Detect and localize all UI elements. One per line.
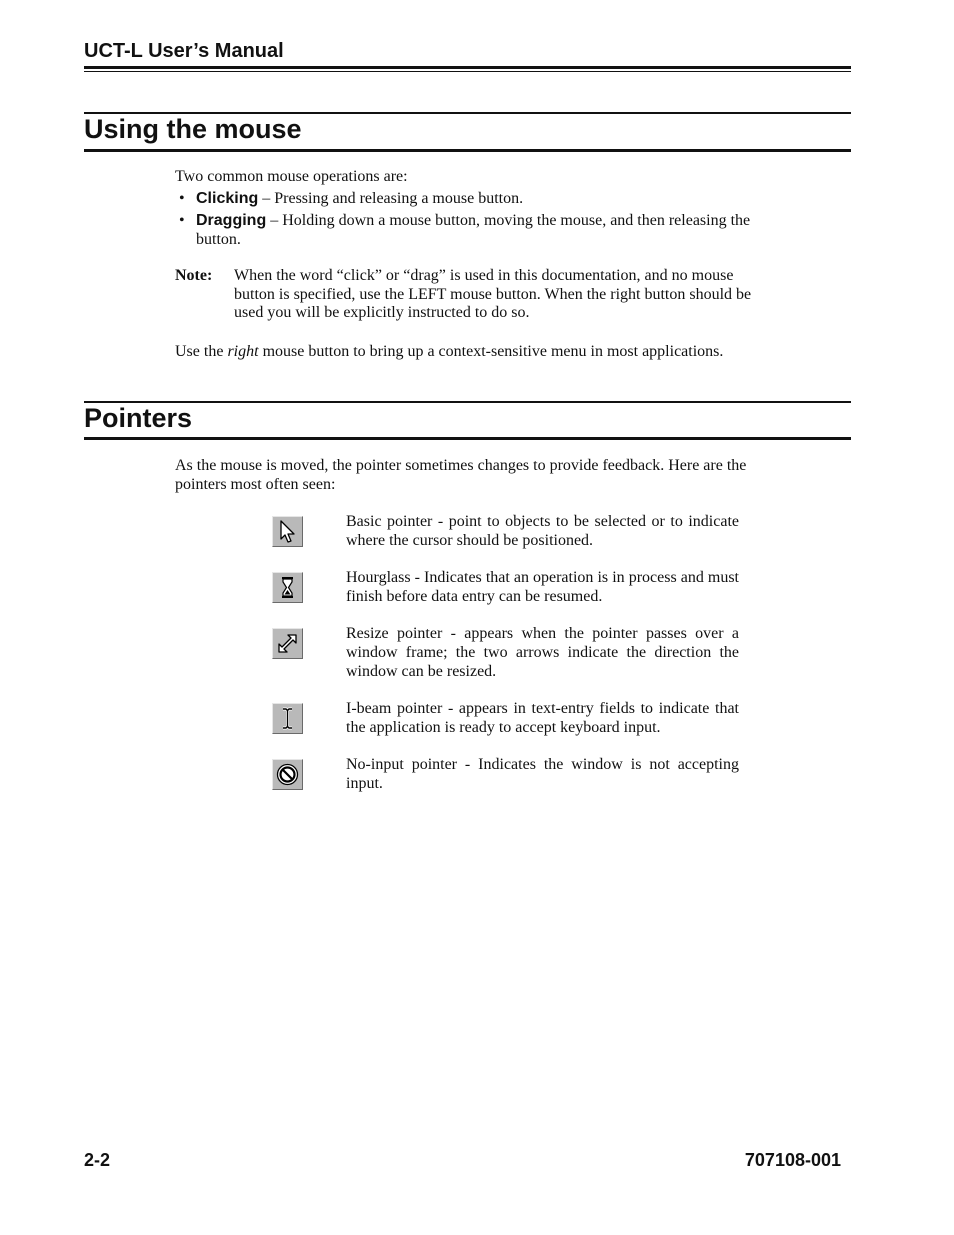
arrow-pointer-icon xyxy=(272,516,303,547)
resize-pointer-icon xyxy=(272,628,303,659)
right-para-pre: Use the xyxy=(175,343,228,360)
bullet-body xyxy=(196,189,771,208)
pointer-description-hourglass: Hourglass - Indicates that an operation is in process and must finish before data entry can be resumed. xyxy=(346,569,739,605)
bullet-term: Dragging xyxy=(196,212,267,229)
bullet-body xyxy=(196,211,756,249)
pointer-description-no-input: No-input pointer - Indicates the window is not accepting input. xyxy=(346,756,739,792)
hourglass-icon xyxy=(272,572,303,603)
right-button-paragraph xyxy=(175,342,775,361)
document-number: 707108-001 xyxy=(744,1150,841,1170)
bullet-dot: • xyxy=(179,212,185,229)
bullet-dot: • xyxy=(179,190,185,207)
note-text: When the word “click” or “drag” is used in this documentation, and no mouse button is specified, use the LEFT mouse button. When the right button should be used you will be explicitly instructed to do so. xyxy=(234,267,752,321)
header-rule-thin xyxy=(84,71,851,72)
right-para-emphasis: right xyxy=(227,343,259,360)
note-label: Note: xyxy=(175,267,213,284)
header-rule-thick xyxy=(84,66,851,69)
pointer-description-basic: Basic pointer - point to objects to be selected or to indicate where the cursor should be positioned. xyxy=(346,513,739,549)
no-input-icon xyxy=(272,759,303,790)
bullet-text: – Pressing and releasing a mouse button. xyxy=(258,190,524,207)
section-heading-pointers: Pointers xyxy=(84,403,193,433)
pointer-description-resize: Resize pointer - appears when the pointer passes over a window frame; the two arrows indicate the direction the window can be resized. xyxy=(346,625,739,680)
section-rule-bottom xyxy=(84,437,851,440)
section-rule-top xyxy=(84,401,851,403)
page-number: 2-2 xyxy=(84,1150,111,1170)
bullet-term: Clicking xyxy=(196,190,259,207)
running-header-title: UCT-L User’s Manual xyxy=(84,40,284,62)
mouse-intro: Two common mouse operations are: xyxy=(175,168,408,185)
pointer-description-ibeam: I-beam pointer - appears in text-entry fields to indicate that the application is ready to accept keyboard input. xyxy=(346,700,739,736)
section-heading-mouse: Using the mouse xyxy=(84,114,302,144)
section-rule-bottom xyxy=(84,149,851,152)
i-beam-icon xyxy=(272,703,303,734)
right-para-post: mouse button to bring up a context-sensitive menu in most applications. xyxy=(258,343,724,360)
pointers-intro: As the mouse is moved, the pointer sometimes changes to provide feedback. Here are the pointers most often seen: xyxy=(175,457,747,493)
bullet-text: – Holding down a mouse button, moving the mouse, and then releasing the button. xyxy=(196,212,751,248)
